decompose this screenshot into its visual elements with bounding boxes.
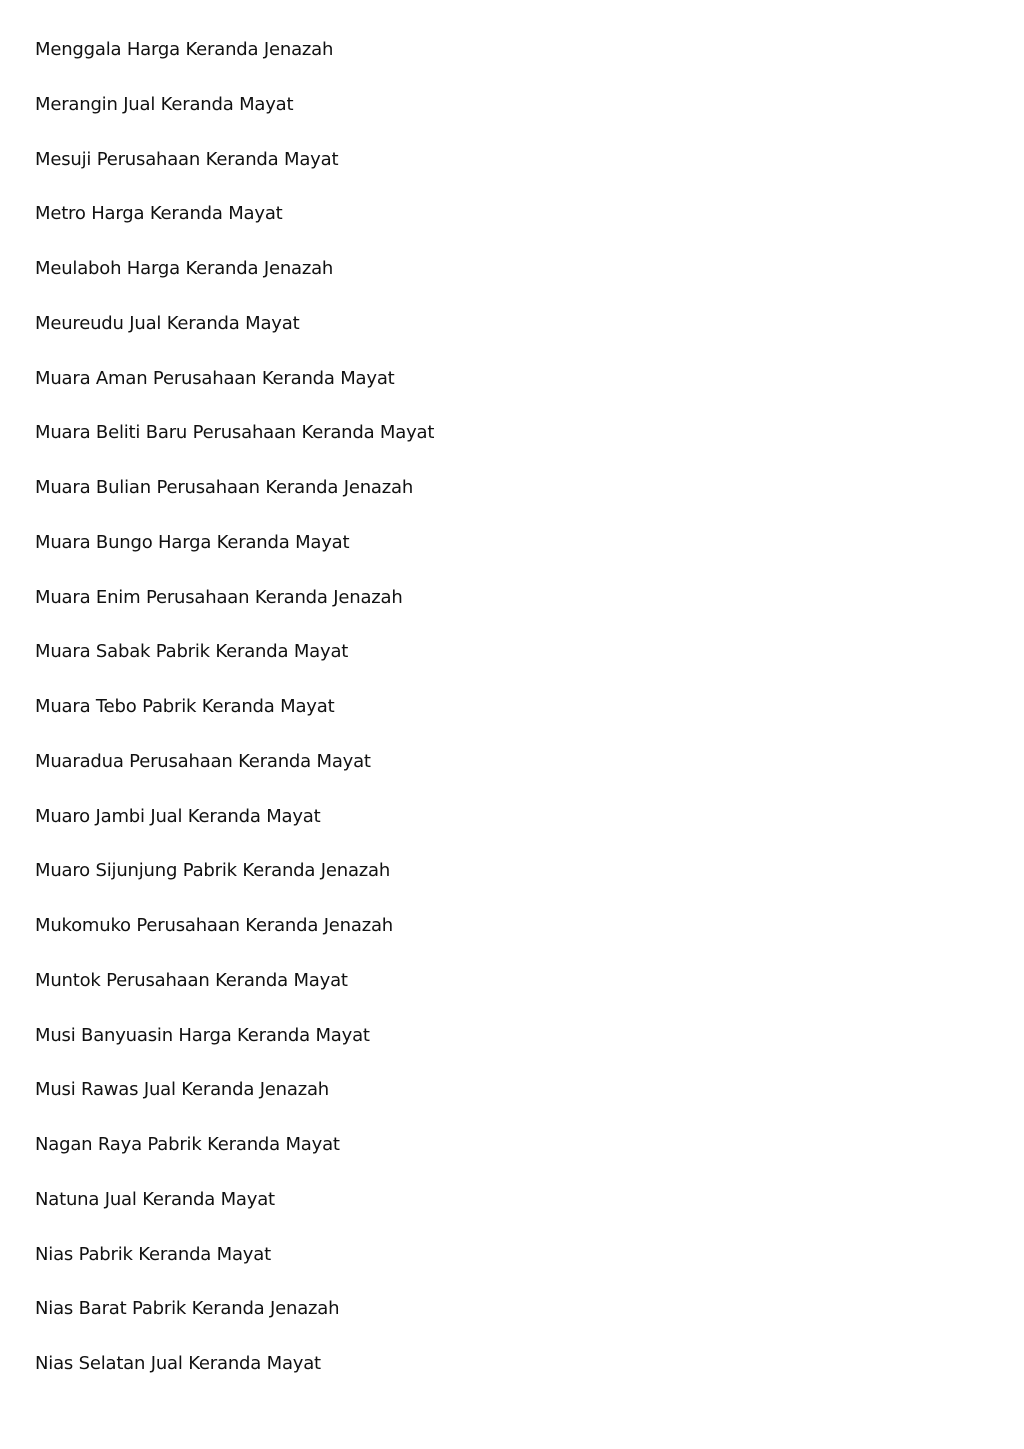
list-item: Muntok Perusahaan Keranda Mayat: [35, 969, 348, 991]
list-item: Muara Beliti Baru Perusahaan Keranda Mayat: [35, 422, 435, 444]
list-item: Muara Bungo Harga Keranda Mayat: [35, 531, 350, 553]
list-item: Meureudu Jual Keranda Mayat: [35, 312, 300, 334]
list-item: Nias Selatan Jual Keranda Mayat: [35, 1353, 321, 1374]
list-item: Muaro Jambi Jual Keranda Mayat: [35, 805, 321, 827]
text-list: [35, 36, 434, 1405]
list-item: Mukomuko Perusahaan Keranda Jenazah: [35, 915, 394, 936]
list-item: Musi Banyuasin Harga Keranda Mayat: [35, 1024, 370, 1046]
list-item: Menggala Harga Keranda Jenazah: [35, 39, 334, 60]
list-item: Musi Rawas Jual Keranda Jenazah: [35, 1079, 330, 1101]
list-item: Natuna Jual Keranda Mayat: [35, 1188, 275, 1210]
list-item: Muara Bulian Perusahaan Keranda Jenazah: [35, 477, 414, 498]
list-item: Merangin Jual Keranda Mayat: [35, 93, 294, 115]
list-item: Muara Tebo Pabrik Keranda Mayat: [35, 696, 335, 717]
list-item: Mesuji Perusahaan Keranda Mayat: [35, 148, 339, 170]
list-item: Nagan Raya Pabrik Keranda Mayat: [35, 1134, 340, 1155]
list-item: Muaro Sijunjung Pabrik Keranda Jenazah: [35, 860, 391, 882]
list-item: Nias Barat Pabrik Keranda Jenazah: [35, 1298, 340, 1320]
list-item: Muara Sabak Pabrik Keranda Mayat: [35, 641, 349, 663]
list-item: Muara Enim Perusahaan Keranda Jenazah: [35, 586, 403, 608]
list-item: Muara Aman Perusahaan Keranda Mayat: [35, 367, 395, 389]
list-item: Metro Harga Keranda Mayat: [35, 203, 283, 225]
list-item: Nias Pabrik Keranda Mayat: [35, 1243, 271, 1265]
list-item: Muaradua Perusahaan Keranda Mayat: [35, 750, 371, 772]
list-item: Meulaboh Harga Keranda Jenazah: [35, 258, 334, 279]
